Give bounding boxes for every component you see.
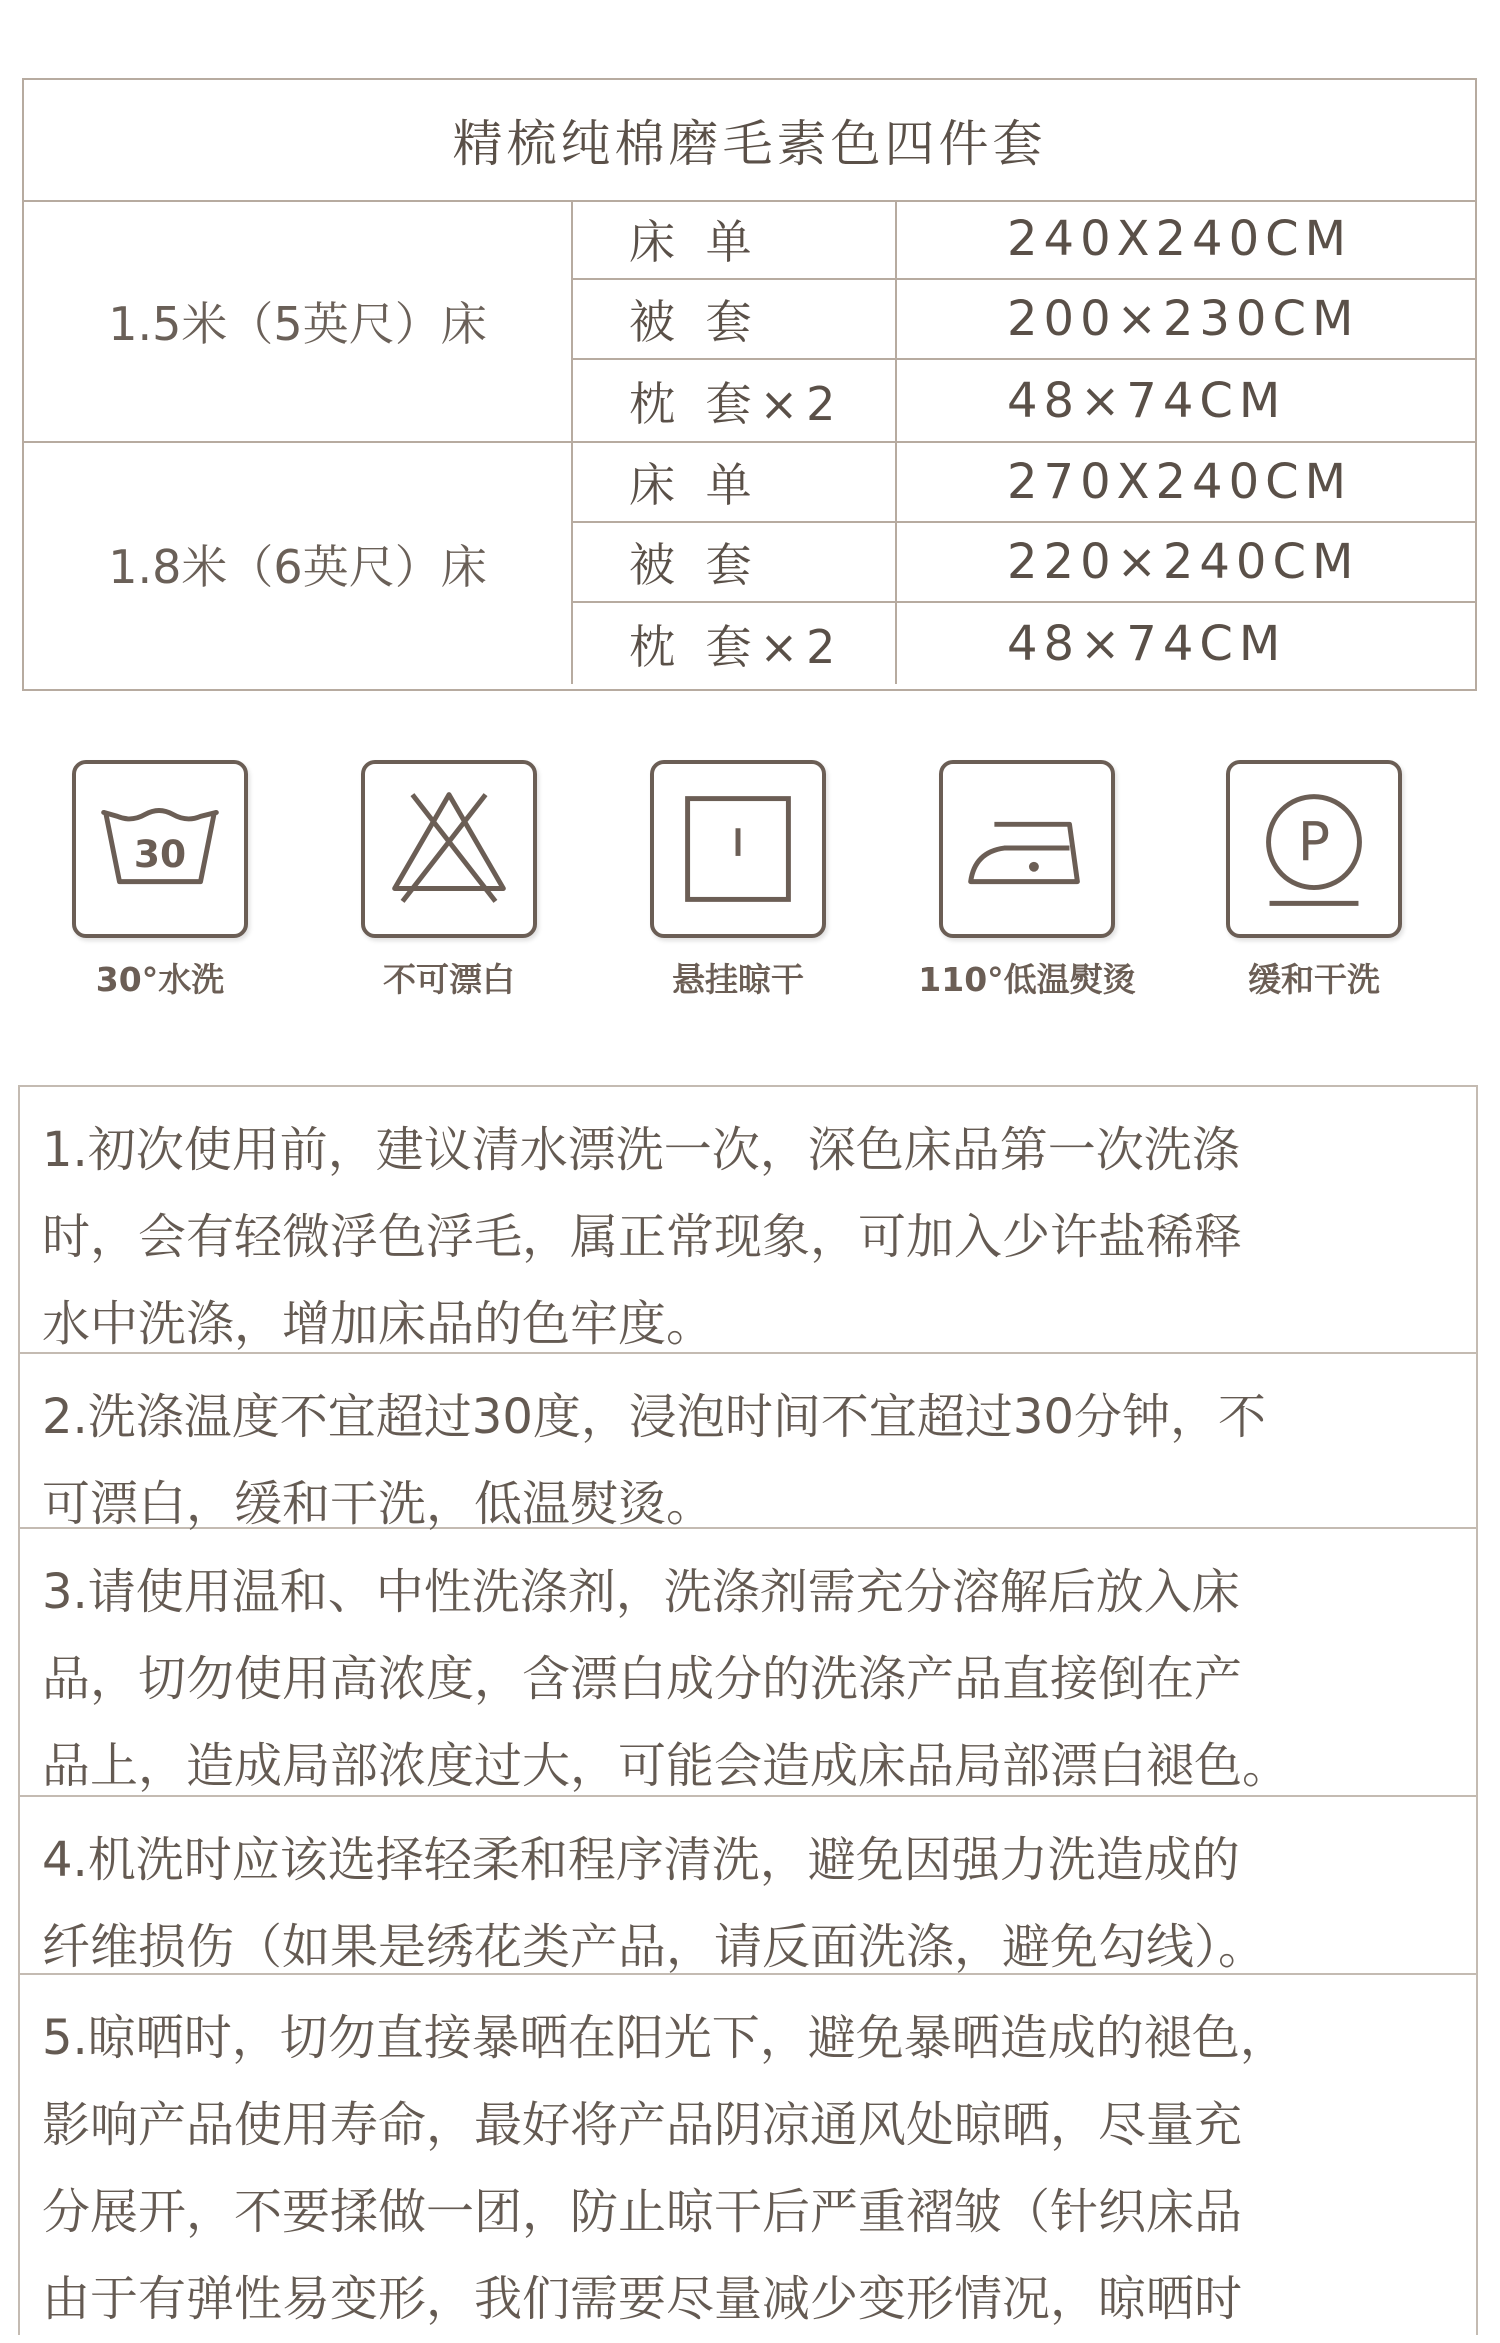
dry-clean-p-icon <box>1226 760 1402 938</box>
item-size: 200×230CM <box>1007 291 1360 347</box>
item-name: 床 单 <box>573 200 897 278</box>
size-table <box>22 78 1477 691</box>
svg-text:30: 30 <box>133 831 187 876</box>
hang-dry-icon <box>650 760 826 938</box>
item-name: 床 单 <box>573 443 897 521</box>
table-row <box>573 443 1475 523</box>
note-line: 5.晾晒时，切勿直接暴晒在阳光下，避免暴晒造成的褪色， <box>42 2010 1288 2066</box>
note-line: 可漂白，缓和干洗，低温熨烫。 <box>42 1476 715 1532</box>
wash-30-icon <box>72 760 248 938</box>
table-row <box>573 523 1475 603</box>
bed-size-label: 1.8米（6英尺）床 <box>24 443 573 684</box>
note-item-3 <box>20 1529 1476 1797</box>
note-item-2 <box>20 1354 1476 1532</box>
care-item-dry-clean <box>1194 756 1434 1016</box>
care-label: 不可漂白 <box>383 960 515 999</box>
note-line: 品上，造成局部浓度过大，可能会造成床品局部漂白褪色。 <box>42 1738 1291 1794</box>
care-label: 悬挂晾干 <box>672 960 804 999</box>
item-size: 270X240CM <box>1007 454 1353 510</box>
care-item-wash <box>40 756 280 1016</box>
item-name: 枕 套×2 <box>573 360 897 441</box>
svg-text:P: P <box>1297 809 1331 873</box>
note-item-1 <box>20 1087 1476 1354</box>
care-label: 110°低温熨烫 <box>918 960 1136 999</box>
item-size: 240X240CM <box>1007 211 1353 267</box>
note-line: 3.请使用温和、中性洗涤剂，洗涤剂需充分溶解后放入床 <box>42 1564 1240 1620</box>
note-item-4 <box>20 1797 1476 1975</box>
size-group-1-8m <box>24 443 1475 684</box>
care-icons-row <box>22 756 1477 1016</box>
note-line: 时，会有轻微浮色浮毛，属正常现象，可加入少许盐稀释 <box>42 1209 1243 1265</box>
size-group-1-5m <box>24 200 1475 443</box>
bed-size-label: 1.5米（5英尺）床 <box>24 200 573 441</box>
note-line: 由于有弹性易变形，我们需要尽量减少变形情况，晾晒时 <box>42 2271 1243 2327</box>
note-line: 1.初次使用前，建议清水漂洗一次，深色床品第一次洗涤 <box>42 1122 1240 1178</box>
no-bleach-icon <box>361 760 537 938</box>
table-row <box>573 603 1475 684</box>
care-label: 30°水洗 <box>95 960 225 999</box>
care-label: 缓和干洗 <box>1248 960 1380 999</box>
note-line: 2.洗涤温度不宜超过30度，浸泡时间不宜超过30分钟，不 <box>42 1389 1266 1445</box>
note-item-5 <box>20 1975 1476 2337</box>
item-name: 被 套 <box>573 280 897 358</box>
note-line: 4.机洗时应该选择轻柔和程序清洗，避免因强力洗造成的 <box>42 1832 1240 1888</box>
care-item-hang-dry <box>618 756 858 1016</box>
table-row <box>573 200 1475 280</box>
note-line: 品，切勿使用高浓度，含漂白成分的洗涤产品直接倒在产 <box>42 1651 1243 1707</box>
item-size: 220×240CM <box>1007 534 1360 590</box>
item-name: 被 套 <box>573 523 897 601</box>
care-item-no-bleach <box>329 756 569 1016</box>
note-line: 水中洗涤，增加床品的色牢度。 <box>42 1296 715 1352</box>
care-item-iron <box>907 756 1147 1016</box>
item-name: 枕 套×2 <box>573 603 897 684</box>
note-line: 纤维损伤（如果是绣花类产品，请反面洗涤，避免勾线）。 <box>42 1919 1267 1975</box>
item-size: 48×74CM <box>1007 372 1287 429</box>
table-row <box>573 280 1475 360</box>
item-size: 48×74CM <box>1007 615 1287 672</box>
note-line: 影响产品使用寿命，最好将产品阴凉通风处晾晒，尽量充 <box>42 2097 1243 2153</box>
note-line: 分展开，不要揉做一团，防止晾干后严重褶皱（针织床品 <box>42 2184 1243 2240</box>
table-row <box>573 360 1475 441</box>
iron-low-icon <box>939 760 1115 938</box>
care-notes <box>18 1085 1478 2335</box>
product-title: 精梳纯棉磨毛素色四件套 <box>24 80 1475 202</box>
